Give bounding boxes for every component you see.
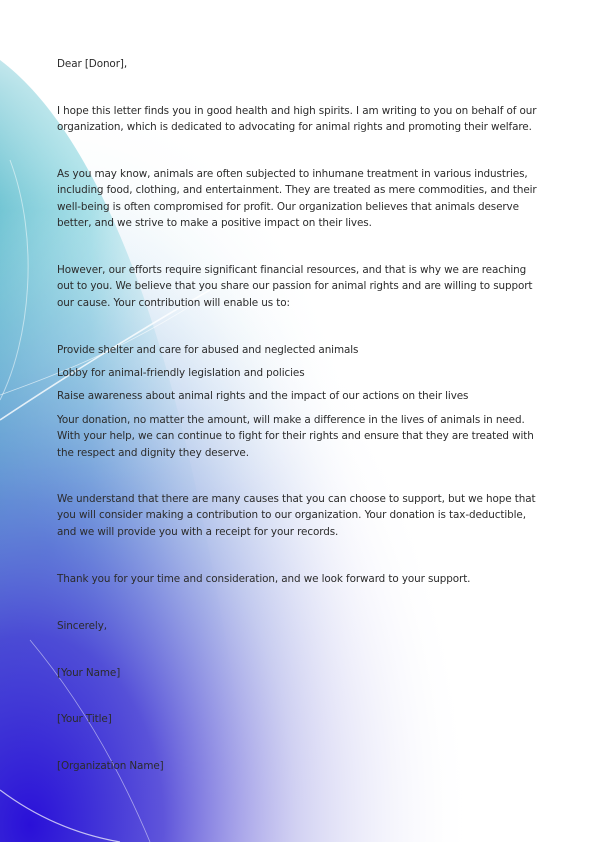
paragraph-appeal: However, our efforts require significant financial resources, and that is why we are reaching out to you. We believe that you share our passion for animal rights and are willing to support our cause. Your contribution will enable us to: <box>57 264 533 309</box>
closing: Sincerely, <box>57 620 107 632</box>
organization-name: [Organization Name] <box>57 760 164 772</box>
goal-item: Raise awareness about animal rights and the impact of our actions on their lives <box>57 390 469 402</box>
signer-name: [Your Name] <box>57 667 121 679</box>
paragraph-thanks: Thank you for your time and consideration, and we look forward to your support. <box>57 573 471 585</box>
paragraph-impact: Your donation, no matter the amount, will make a difference in the lives of animals in need. With your help, we can continue to fight for their rights and ensure that they are treated with the respect and dignity they deserve. <box>57 414 534 459</box>
paragraph-tax-note: We understand that there are many causes that you can choose to support, but we hope that you will consider making a contribution to our organization. Your donation is tax-deductible, and we will provide you with a receipt for your records. <box>57 493 536 538</box>
signer-title: [Your Title] <box>57 713 112 725</box>
paragraph-intro: I hope this letter finds you in good health and high spirits. I am writing to you on behalf of our organization, which is dedicated to advocating for animal rights and promoting their welfare. <box>57 105 537 134</box>
paragraph-context: As you may know, animals are often subjected to inhumane treatment in various industries, including food, clothing, and entertainment. They are treated as mere commodities, and their well-being is often compromised for profit. Our organization believes that animals deserve better, and we strive to make a positive impact on their lives. <box>57 168 537 229</box>
goal-item: Lobby for animal-friendly legislation and policies <box>57 367 305 379</box>
goal-item: Provide shelter and care for abused and neglected animals <box>57 344 359 356</box>
greeting: Dear [Donor], <box>57 58 128 70</box>
